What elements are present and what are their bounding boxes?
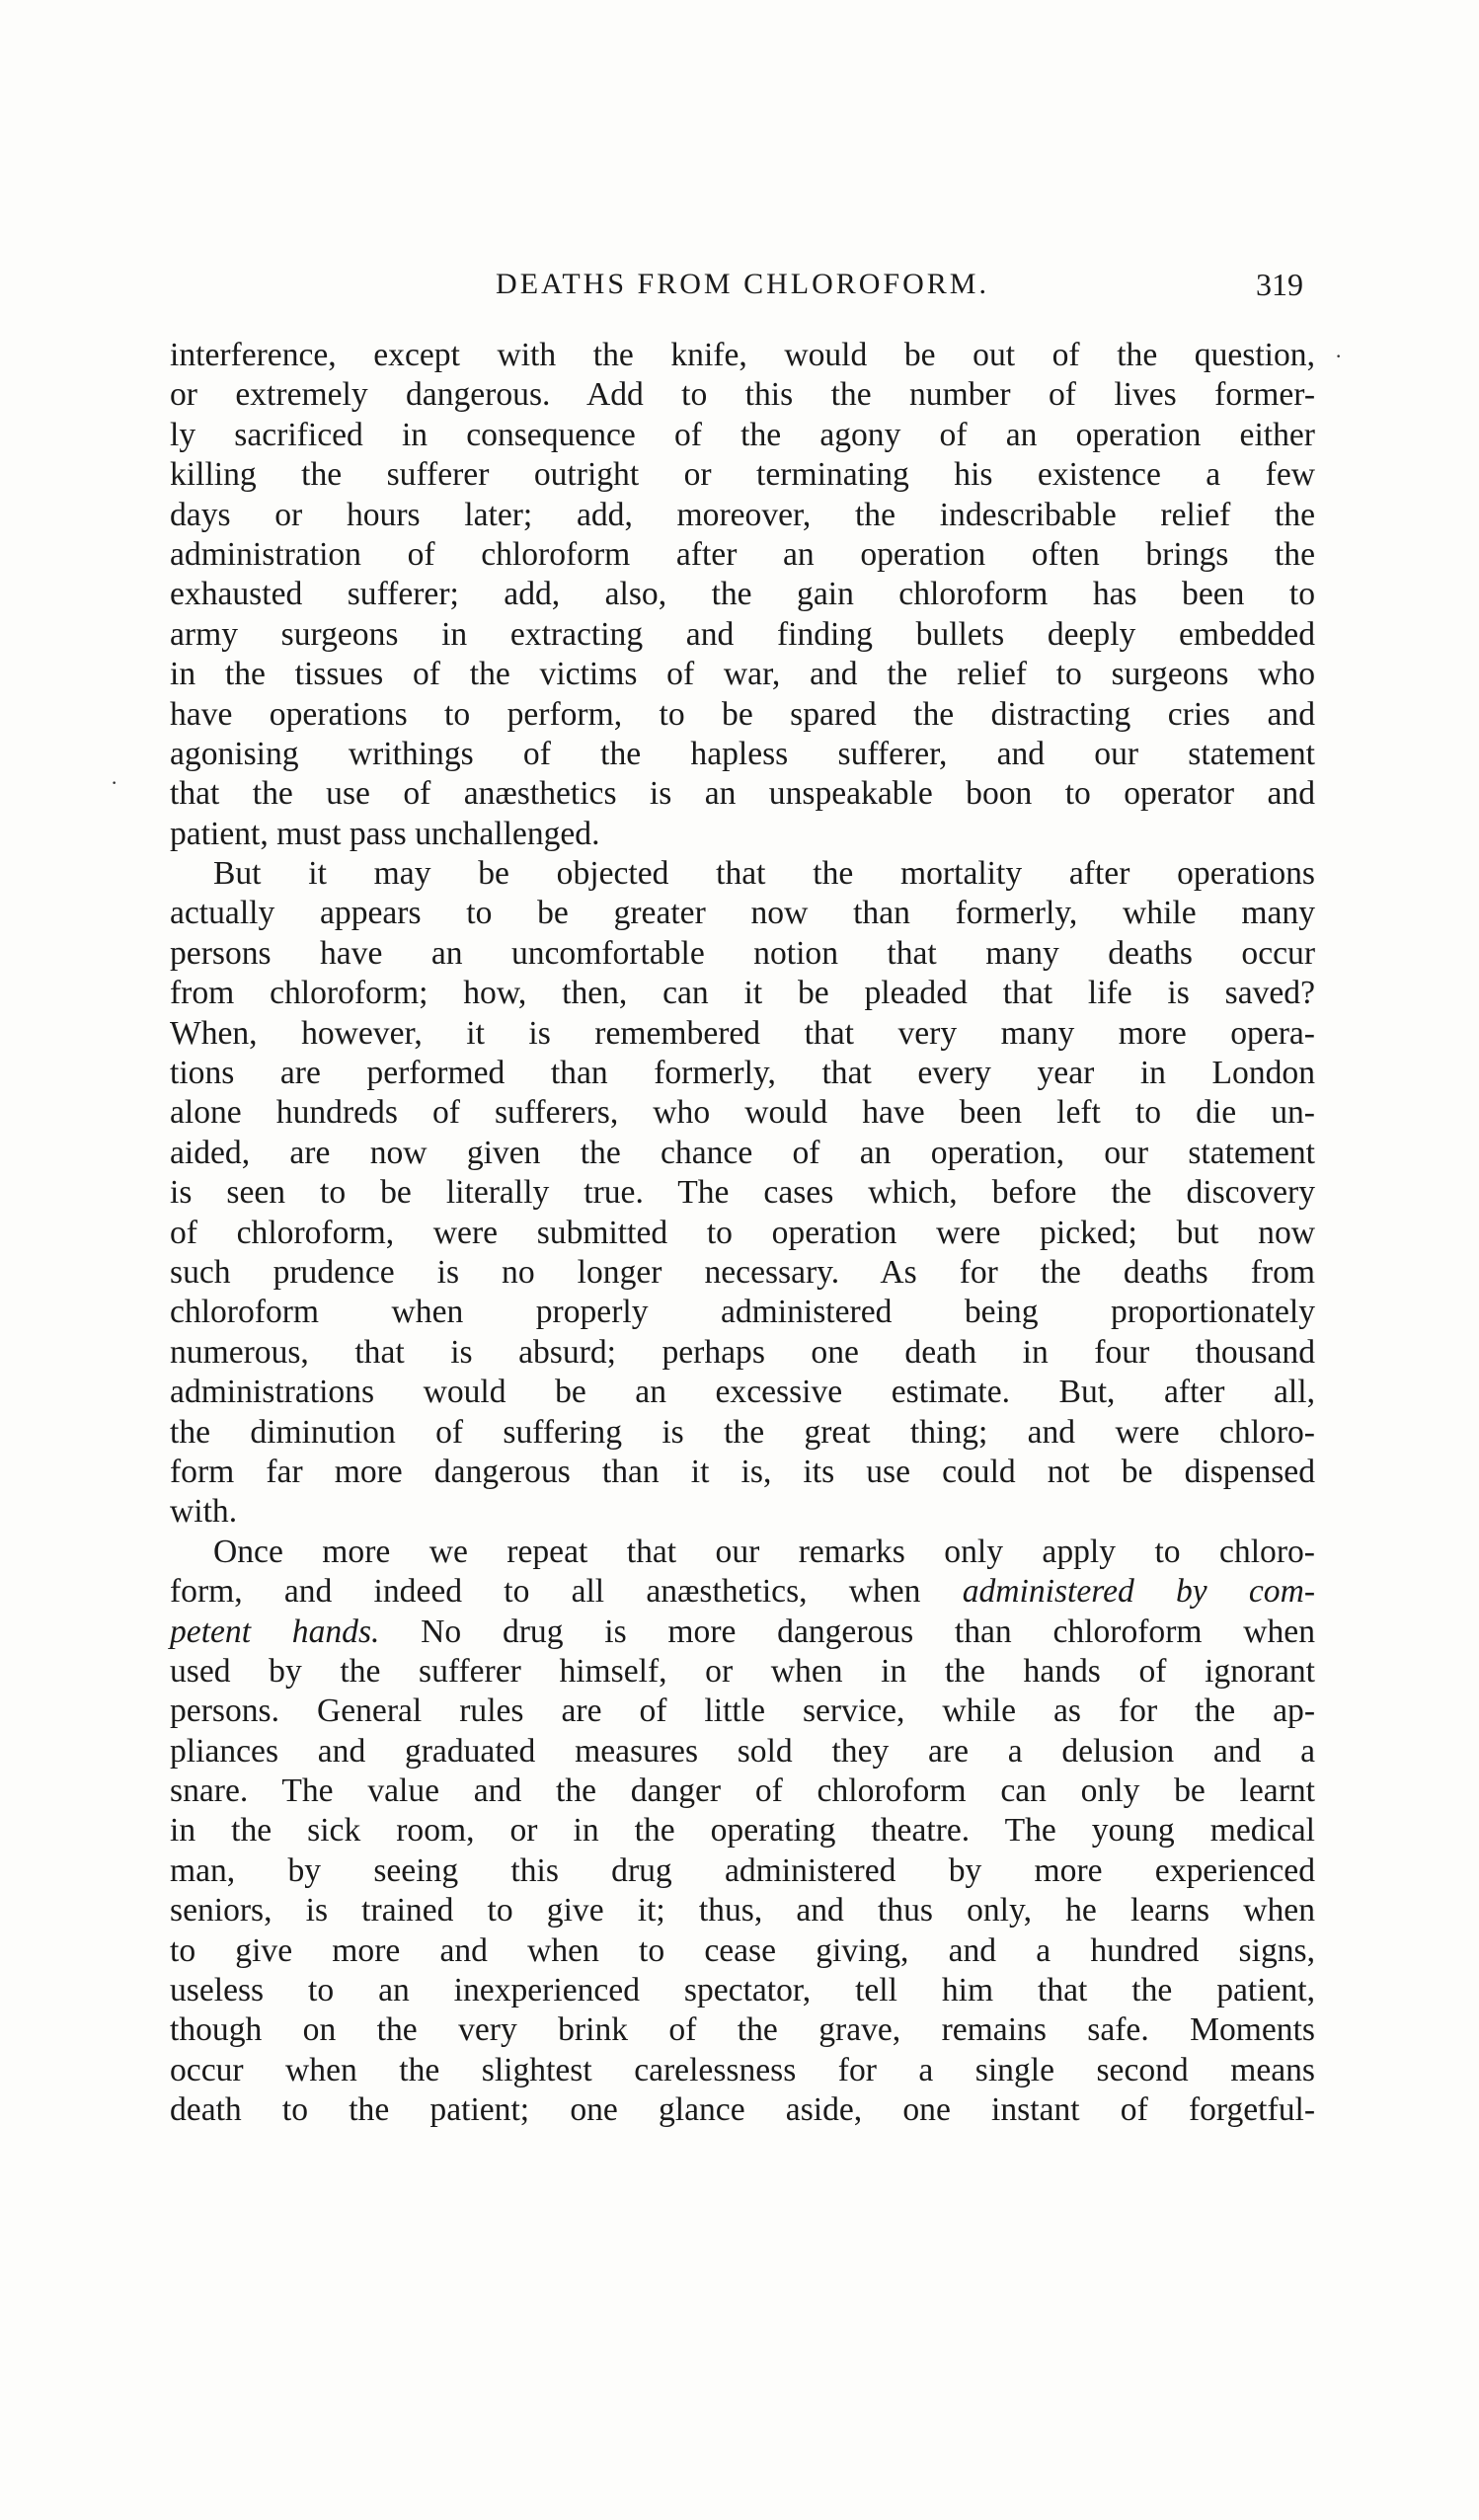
text-line: Once more we repeat that our remarks only apply to chloro-: [213, 1533, 1315, 1570]
body-text: [170, 336, 1315, 2131]
text-line: in the tissues of the victims of war, and the relief to surgeons who: [170, 656, 1315, 693]
text-line: have operations to perform, to be spared the distracting cries and: [170, 695, 1315, 733]
text-line: used by the sufferer himself, or when in the hands of ignorant: [170, 1652, 1315, 1690]
text-line: exhausted sufferer; add, also, the gain chloroform has been to: [170, 576, 1315, 613]
running-title: DEATHS FROM CHLOROFORM.: [496, 268, 989, 300]
text-line: occur when the slightest carelessness for a single second means: [170, 2051, 1315, 2088]
margin-mark: ·: [1335, 344, 1343, 368]
text-line: persons have an uncomfortable notion that many deaths occur: [170, 934, 1315, 972]
text-line: actually appears to be greater now than formerly, while many: [170, 895, 1315, 932]
text-line: agonising writhings of the hapless sufferer, and our statement: [170, 735, 1315, 772]
text-line: form far more dangerous than it is, its use could not be dispensed: [170, 1453, 1315, 1490]
italic-phrase: administered by com-: [962, 1573, 1315, 1611]
text-line: tions are performed than formerly, that every year in London: [170, 1055, 1315, 1092]
text-line: aided, are now given the chance of an operation, our statement: [170, 1134, 1315, 1171]
text-line: chloroform when properly administered being proportionately: [170, 1294, 1315, 1331]
text-line: seniors, is trained to give it; thus, and thus only, he learns when: [170, 1892, 1315, 1929]
text-line: though on the very brink of the grave, remains safe. Moments: [170, 2011, 1315, 2049]
text-line: administration of chloroform after an operation often brings the: [170, 535, 1315, 573]
text-line: the diminution of suffering is the great thing; and were chloro-: [170, 1413, 1315, 1451]
text-line: alone hundreds of sufferers, who would have been left to die un-: [170, 1094, 1315, 1132]
running-head: [170, 265, 1315, 304]
text-line: petent hands. No drug is more dangerous than chloroform when: [170, 1613, 1315, 1650]
text-line: such prudence is no longer necessary. As for the deaths from: [170, 1253, 1315, 1291]
text-line: or extremely dangerous. Add to this the number of lives former-: [170, 376, 1315, 414]
text-line: form, and indeed to all anæsthetics, when administered by com-: [170, 1573, 1315, 1611]
text-line: in the sick room, or in the operating theatre. The young medical: [170, 1812, 1315, 1850]
text-line: that the use of anæsthetics is an unspeakable boon to operator and: [170, 775, 1315, 813]
text-line: administrations would be an excessive estimate. But, after all,: [170, 1374, 1315, 1411]
text-line: army surgeons in extracting and finding bullets deeply embedded: [170, 615, 1315, 653]
text-line: When, however, it is remembered that very many more opera-: [170, 1014, 1315, 1052]
text-line: numerous, that is absurd; perhaps one death in four thousand: [170, 1333, 1315, 1371]
text-line: with.: [170, 1493, 238, 1531]
text-line: of chloroform, were submitted to operation were picked; but now: [170, 1214, 1315, 1251]
text-line: patient, must pass unchallenged.: [170, 815, 600, 852]
text-line: But it may be objected that the mortality after operations: [213, 855, 1315, 893]
text-line: snare. The value and the danger of chloroform can only be learnt: [170, 1772, 1315, 1810]
text-line: from chloroform; how, then, can it be pleaded that life is saved?: [170, 975, 1315, 1012]
text-line: ly sacrificed in consequence of the agony of an operation either: [170, 416, 1315, 453]
text-line: is seen to be literally true. The cases which, before the discovery: [170, 1174, 1315, 1212]
text-line: days or hours later; add, moreover, the indescribable relief the: [170, 496, 1315, 533]
text-line: killing the sufferer outright or terminating his existence a few: [170, 456, 1315, 494]
margin-mark: ·: [111, 770, 118, 795]
text-line: man, by seeing this drug administered by more experienced: [170, 1851, 1315, 1889]
text-line: persons. General rules are of little service, while as for the ap-: [170, 1693, 1315, 1730]
text-line: interference, except with the knife, would be out of the question,: [170, 337, 1315, 373]
page-number: 319: [1256, 267, 1303, 302]
text-line: pliances and graduated measures sold they are a delusion and a: [170, 1732, 1315, 1770]
text-line: useless to an inexperienced spectator, tell him that the patient,: [170, 1972, 1315, 2009]
italic-phrase: petent hands.: [170, 1613, 380, 1650]
text-line: death to the patient; one glance aside, one instant of forgetful-: [170, 2091, 1315, 2129]
text-line: to give more and when to cease giving, and a hundred signs,: [170, 1931, 1315, 1969]
